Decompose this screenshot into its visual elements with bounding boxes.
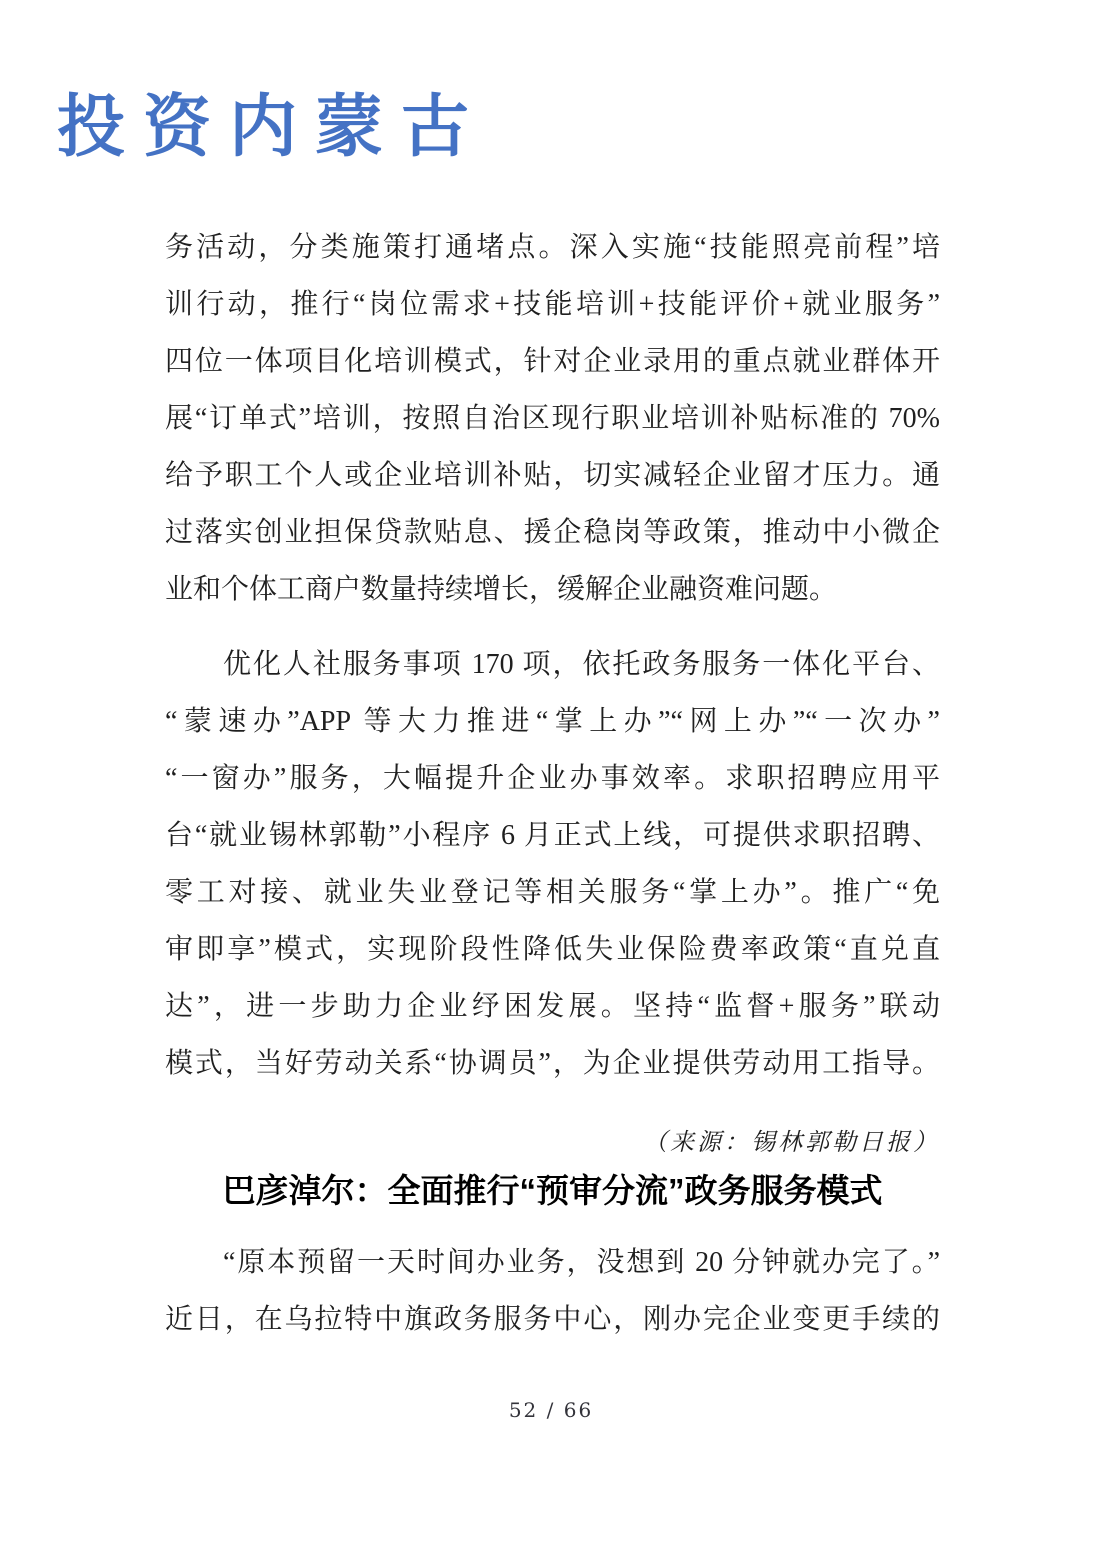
text-line: 近日，在乌拉特中旗政务服务中心，刚办完企业变更手续的 bbox=[165, 1304, 940, 1335]
paragraph-service-optimization bbox=[165, 636, 940, 1092]
text-line: “原本预留一天时间办业务，没想到 20 分钟就办完了。” bbox=[223, 1247, 940, 1278]
text-line: 模式，当好劳动关系“协调员”，为企业提供劳动用工指导。 bbox=[165, 1048, 940, 1079]
text-line: 四位一体项目化培训模式，针对企业录用的重点就业群体开 bbox=[165, 346, 940, 377]
text-line: 给予职工个人或企业培训补贴，切实减轻企业留才压力。通 bbox=[165, 460, 940, 491]
text-line: “一窗办”服务，大幅提升企业办事效率。求职招聘应用平 bbox=[165, 763, 940, 794]
text-line: 审即享”模式，实现阶段性降低失业保险费率政策“直兑直 bbox=[165, 934, 940, 965]
text-line: 台“就业锡林郭勒”小程序 6 月正式上线，可提供求职招聘、 bbox=[165, 820, 940, 851]
text-line: 达”，进一步助力企业纾困发展。坚持“监督+服务”联动 bbox=[165, 991, 940, 1022]
text-line: 过落实创业担保贷款贴息、援企稳岗等政策，推动中小微企 bbox=[165, 517, 940, 548]
page-number: 52 / 66 bbox=[508, 1398, 594, 1422]
text-line: 展“订单式”培训，按照自治区现行职业培训补贴标准的 70% bbox=[165, 403, 940, 434]
text-line: 业和个体工商户数量持续增长，缓解企业融资难问题。 bbox=[165, 574, 838, 605]
text-line: “蒙速办”APP 等大力推进“掌上办”“网上办”“一次办” bbox=[165, 706, 940, 737]
text-line: 务活动，分类施策打通堵点。深入实施“技能照亮前程”培 bbox=[165, 232, 940, 263]
article-heading: 巴彦淖尔：全面推行“预审分流”政务服务模式 bbox=[222, 1172, 883, 1209]
document-title: 投资内蒙古 bbox=[57, 89, 488, 165]
text-line: 训行动，推行“岗位需求+技能培训+技能评价+就业服务” bbox=[165, 289, 940, 320]
text-line: 优化人社服务事项 170 项，依托政务服务一体化平台、 bbox=[223, 649, 940, 680]
paragraph-bayannur-story bbox=[165, 1234, 940, 1348]
source-attribution: （来源：锡林郭勒日报） bbox=[643, 1130, 940, 1156]
paragraph-employment-policy bbox=[165, 219, 940, 618]
text-line: 零工对接、就业失业登记等相关服务“掌上办”。推广“免 bbox=[165, 877, 940, 908]
